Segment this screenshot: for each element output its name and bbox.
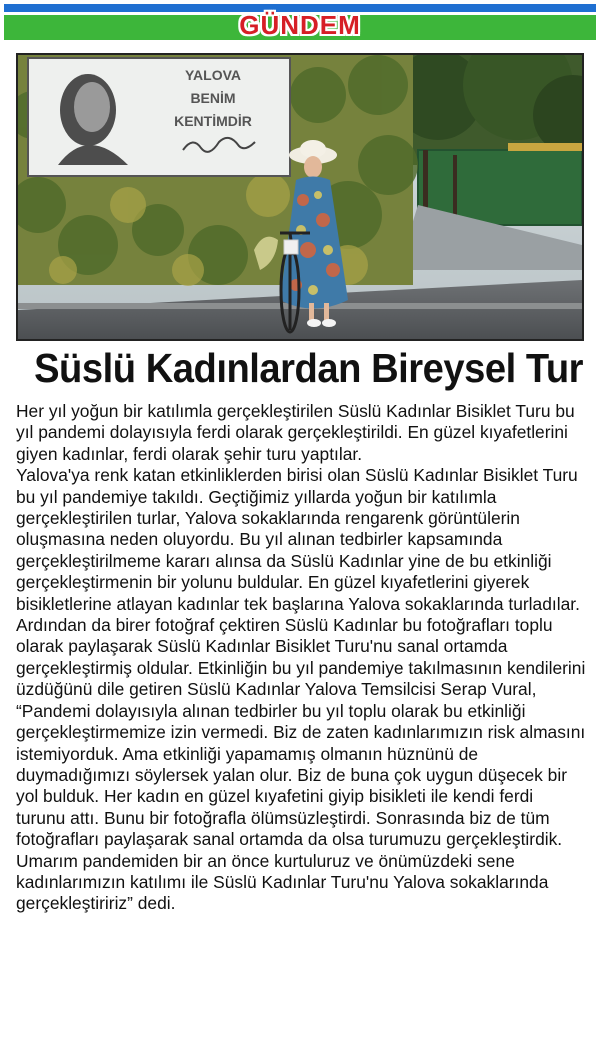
photo-illustration [18, 55, 582, 339]
article-main-paragraph: Yalova'ya renk katan etkinliklerden birisi olan Süslü Kadınlar Bisiklet Turu bu yıl pandemiye takıldı. Geçtiğimiz yıllarda yoğun bir katılımla gerçekleştirilen turlar, Yalova sokaklarında rengarenk görüntülerin oluşmasına neden oluyordu. Bu yıl alınan tedbirler kapsamında gerçekleştirilmeme kararı alınsa da Süslü Kadınlar yine de bu etkinliği gerçekleştirmenin bir yolunu buldular. En güzel kıyafetlerini giyerek bisikletlerine atlayan kadınlar tek başlarına Yalova sokaklarında turladılar. Ardından da birer fotoğraf çektiren Süslü Kadınlar bu fotoğrafları toplu olarak paylaşarak Süslü Kadınlar Bisiklet Turu'nu sanal ortamda gerçekleştirmiş oldular. Etkinliğin bu yıl pandemiye takılmasının kendilerini üzdüğünü dile getiren Süslü Kadınlar Yalova Temsilcisi Serap Vural, “Pandemi dolayısıyla alınan tedbirler bu yıl toplu olarak bu etkinliği gerçekleştirmemize izin vermedi. Biz de zaten kadınlarımızın risk almasını istemiyorduk. Ama etkinliği yapamamış olmanın hüznünü de duymadığımızı söylersek yalan olur. Biz de buna çok uygun düşecek bir yol bulduk. Her kadın en güzel kıyafetini giyip bisikleti ile kendi ferdi turunu attı. Bunu bir fotoğrafla ölümsüzleştirdi. Sonrasında biz de tüm fotoğrafları paylaşarak sanal ortamda da olsa turumuzu gerçekleştirdik. Umarım pandemiden bir an önce kurtuluruz ve önümüzdeki sene kadınlarımızın katılımı ile Süslü Kadınlar Turu'nu Yalova sokaklarında gerçekleştiririz” dedi. [16, 465, 586, 914]
sign-line-2: BENİM [190, 90, 236, 106]
article-photo [16, 53, 584, 341]
sign-line-1: YALOVA [184, 67, 242, 83]
article-body [16, 401, 586, 915]
sign-line-3: KENTİMDİR [174, 113, 252, 129]
article-lead-paragraph: Her yıl yoğun bir katılımla gerçekleştirilen Süslü Kadınlar Bisiklet Turu bu yıl pandemi dolayısıyla ferdi olarak gerçekleştirildi. En güzel kıyafetlerini giyen kadınlar, ferdi olarak şehir turu yaptılar. [16, 401, 575, 464]
section-title: GÜNDEM [239, 10, 361, 40]
section-header [4, 4, 596, 42]
article-headline: Süslü Kadınlardan Bireysel Tur [34, 345, 584, 391]
